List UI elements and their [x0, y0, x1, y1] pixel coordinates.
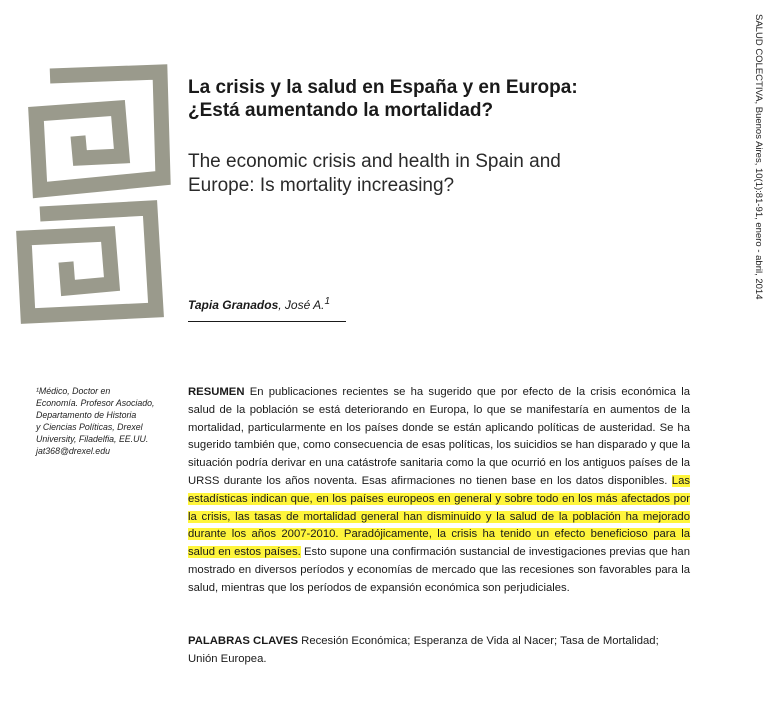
author-line: [188, 296, 330, 312]
journal-citation-vertical: SALUD COLECTIVA, Buenos Aires, 10(1):81-91, enero - abril, 2014: [753, 14, 764, 300]
article-title-english: [188, 150, 648, 198]
affiliation-line: University, Filadelfia, EE.UU.: [36, 434, 149, 444]
author-affiliation: [36, 385, 176, 457]
spiral-greek-key-icon: [10, 62, 175, 324]
logo-lower-spiral: [24, 208, 156, 316]
title-es-line-2: ¿Está aumentando la mortalidad?: [188, 100, 494, 121]
abstract-text-after: Esto supone una confirmación sustancial de investigaciones previas que han mostrado en diversos períodos y economías de mercado que las recesiones son favorables para la salud, mientras que los períodos de expansión económica son perjudiciales.: [188, 546, 690, 594]
keywords-text: Recesión Económica; Esperanza de Vida al Nacer; Tasa de Mortalidad; Unión Europea.: [188, 635, 659, 665]
title-en-line-2: Europe: Is mortality increasing?: [188, 175, 455, 196]
author-divider: [188, 321, 346, 322]
abstract-highlighted-text: Las estadísticas indican que, en los países europeos en general y sobre todo en los más afectados por la crisis, las tasas de mortalidad general han disminuido y la salud de la población ha mejorado durante los años 2007-2010. Paradójicamente, la crisis ha tenido un efecto beneficioso para la salud en estos países.: [188, 474, 690, 559]
author-given-name: , José A.: [278, 298, 325, 312]
abstract-text-before: En publicaciones recientes se ha sugerido que por efecto de la crisis económica la salud de la población se está deteriorando en Europa, lo que se manifestaría en aumentos de la mortalidad, particularmente en los países donde se están aplicando políticas de austeridad. Se ha sugerido también que, como consecuencia de esas políticas, los suicidios se han disparado y que la situación podría derivar en una catástrofe sanitaria como la que ocurrió en los antiguos países de la URSS durante los años noventa. Esas afirmaciones no tienen base en los datos disponibles.: [188, 386, 690, 487]
abstract-paragraph: [188, 384, 690, 598]
affiliation-line: ¹Médico, Doctor en: [36, 386, 111, 396]
affiliation-email: jat368@drexel.edu: [36, 446, 110, 456]
title-en-line-1: The economic crisis and health in Spain and: [188, 151, 561, 172]
article-title-spanish: [188, 76, 668, 122]
title-es-line-1: La crisis y la salud en España y en Europa:: [188, 77, 578, 98]
keywords-paragraph: [188, 633, 690, 669]
affiliation-line: Economía. Profesor Asociado,: [36, 398, 155, 408]
logo-upper-spiral: [36, 72, 163, 190]
author-surname: Tapia Granados: [188, 298, 279, 312]
affiliation-line: Departamento de Historia: [36, 410, 137, 420]
author-footnote-mark: 1: [324, 296, 331, 307]
abstract-label: RESUMEN: [188, 386, 245, 398]
keywords-label: PALABRAS CLAVES: [188, 635, 299, 647]
affiliation-line: y Ciencias Políticas, Drexel: [36, 422, 143, 432]
